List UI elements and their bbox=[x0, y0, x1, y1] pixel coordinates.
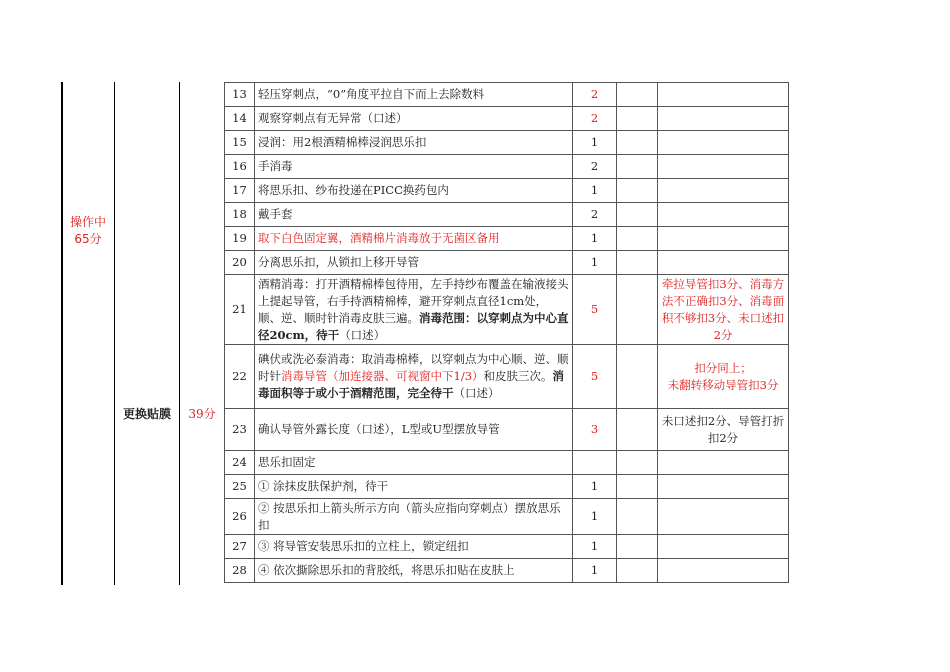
row-number: 18 bbox=[225, 203, 255, 227]
row-number: 23 bbox=[225, 409, 255, 451]
table-row bbox=[225, 409, 789, 451]
deduction-cell bbox=[617, 559, 658, 583]
step-score: 2 bbox=[573, 83, 617, 107]
deduction-cell bbox=[617, 451, 658, 475]
step-description: 观察穿刺点有无异常（口述） bbox=[255, 107, 573, 131]
step-description: ④ 依次撕除思乐扣的背胶纸，将思乐扣贴在皮肤上 bbox=[255, 559, 573, 583]
table-row bbox=[225, 535, 789, 559]
step-text-emphasis: 消毒面积等于或小于酒精范围，完全待干 bbox=[258, 369, 565, 400]
deduction-cell bbox=[617, 107, 658, 131]
step-text: （口述） bbox=[453, 386, 500, 400]
remarks-cell bbox=[658, 131, 789, 155]
step-score: 5 bbox=[573, 275, 617, 345]
row-number: 13 bbox=[225, 83, 255, 107]
step-description: ① 涂抹皮肤保护剂，待干 bbox=[255, 475, 573, 499]
stage-column-left-border bbox=[61, 82, 63, 585]
table-row bbox=[225, 275, 789, 345]
step-description: 戴手套 bbox=[255, 203, 573, 227]
row-number: 26 bbox=[225, 499, 255, 535]
table-row bbox=[225, 499, 789, 535]
step-text: 碘伏或洗必泰消毒：取消毒棉棒，以穿刺点为中心顺、逆、顺时针 bbox=[258, 352, 569, 383]
step-text-emphasis: 消毒范围：以穿刺点为中心直径20cm，待干 bbox=[258, 310, 569, 342]
remarks-cell bbox=[658, 499, 789, 535]
table-row bbox=[225, 451, 789, 475]
deduction-cell bbox=[617, 203, 658, 227]
step-text: （口述） bbox=[339, 327, 386, 342]
remarks-cell bbox=[658, 475, 789, 499]
row-number: 27 bbox=[225, 535, 255, 559]
remarks-cell bbox=[658, 155, 789, 179]
step-description bbox=[255, 275, 573, 345]
remarks-cell bbox=[658, 251, 789, 275]
step-description: 将思乐扣、纱布投递在PICC换药包内 bbox=[255, 179, 573, 203]
deduction-cell bbox=[617, 409, 658, 451]
table-row bbox=[225, 155, 789, 179]
remarks-cell: 未口述扣2分、导管打折扣2分 bbox=[658, 409, 789, 451]
step-description: 手消毒 bbox=[255, 155, 573, 179]
step-score: 1 bbox=[573, 227, 617, 251]
deduction-cell bbox=[617, 251, 658, 275]
step-text-highlight: 消毒导管（加连接器、可视窗中下1/3） bbox=[281, 369, 484, 383]
deduction-cell bbox=[617, 275, 658, 345]
table-row bbox=[225, 131, 789, 155]
stage-points: 65分 bbox=[74, 232, 102, 246]
step-description: 取下白色固定翼，酒精棉片消毒放于无菌区备用 bbox=[255, 227, 573, 251]
table-row bbox=[225, 227, 789, 251]
table-row bbox=[225, 179, 789, 203]
deduction-cell bbox=[617, 131, 658, 155]
step-score: 1 bbox=[573, 475, 617, 499]
remarks-cell bbox=[658, 83, 789, 107]
deduction-cell bbox=[617, 535, 658, 559]
step-score: 1 bbox=[573, 535, 617, 559]
item-points: 39分 bbox=[188, 407, 216, 421]
step-score: 2 bbox=[573, 203, 617, 227]
step-score: 2 bbox=[573, 107, 617, 131]
row-number: 17 bbox=[225, 179, 255, 203]
remarks-cell bbox=[658, 535, 789, 559]
step-score: 2 bbox=[573, 155, 617, 179]
stage-name: 操作中 bbox=[69, 215, 106, 229]
item-column-right-border bbox=[179, 82, 180, 585]
step-description: 思乐扣固定 bbox=[255, 451, 573, 475]
step-score bbox=[573, 451, 617, 475]
table-row bbox=[225, 83, 789, 107]
scoring-table bbox=[224, 82, 789, 583]
row-number: 21 bbox=[225, 275, 255, 345]
row-number: 28 bbox=[225, 559, 255, 583]
stage-label bbox=[62, 214, 114, 248]
remarks-cell bbox=[658, 179, 789, 203]
remarks-cell bbox=[658, 203, 789, 227]
step-text: 酒精消毒：打开酒精棉棒包待用，左手持纱布覆盖在输液接头上提起导管，右手持酒精棉棒，避开穿刺点直径1cm处，顺、逆、顺时针消毒皮肤三遍。 bbox=[258, 276, 569, 325]
table-row bbox=[225, 251, 789, 275]
step-text: 和皮肤三次。 bbox=[483, 369, 553, 383]
step-description: ③ 将导管安装思乐扣的立柱上，锁定纽扣 bbox=[255, 535, 573, 559]
row-number: 14 bbox=[225, 107, 255, 131]
row-number: 22 bbox=[225, 345, 255, 409]
remarks-cell bbox=[658, 227, 789, 251]
step-score: 1 bbox=[573, 499, 617, 535]
step-description bbox=[255, 345, 573, 409]
row-number: 16 bbox=[225, 155, 255, 179]
deduction-cell bbox=[617, 179, 658, 203]
remarks-line: 扣分同上； bbox=[694, 360, 752, 375]
step-score: 5 bbox=[573, 345, 617, 409]
table-row bbox=[225, 559, 789, 583]
step-score: 1 bbox=[573, 179, 617, 203]
row-number: 20 bbox=[225, 251, 255, 275]
deduction-cell bbox=[617, 475, 658, 499]
row-number: 24 bbox=[225, 451, 255, 475]
deduction-cell bbox=[617, 155, 658, 179]
table-row bbox=[225, 345, 789, 409]
deduction-cell bbox=[617, 227, 658, 251]
remarks-cell bbox=[658, 107, 789, 131]
step-description: 轻压穿刺点，“0”角度平拉自下而上去除数料 bbox=[255, 83, 573, 107]
remarks-cell bbox=[658, 451, 789, 475]
row-number: 15 bbox=[225, 131, 255, 155]
deduction-cell bbox=[617, 345, 658, 409]
remarks-line: 未翻转移动导管扣3分 bbox=[667, 377, 779, 392]
row-number: 25 bbox=[225, 475, 255, 499]
step-score: 1 bbox=[573, 131, 617, 155]
step-score: 1 bbox=[573, 559, 617, 583]
remarks-cell bbox=[658, 345, 789, 409]
step-description: 浸润：用2根酒精棉棒浸润思乐扣 bbox=[255, 131, 573, 155]
table-row bbox=[225, 203, 789, 227]
table-row bbox=[225, 475, 789, 499]
step-score: 1 bbox=[573, 251, 617, 275]
step-score: 3 bbox=[573, 409, 617, 451]
row-number: 19 bbox=[225, 227, 255, 251]
step-description: ② 按思乐扣上箭头所示方向（箭头应指向穿刺点）摆放思乐扣 bbox=[255, 499, 573, 535]
step-description: 分离思乐扣，从锁扣上移开导管 bbox=[255, 251, 573, 275]
remarks-cell bbox=[658, 559, 789, 583]
deduction-cell bbox=[617, 499, 658, 535]
stage-column-right-border bbox=[114, 82, 115, 585]
item-name: 更换贴膜 bbox=[122, 407, 171, 421]
remarks-cell: 牵拉导管扣3分、消毒方法不正确扣3分、消毒面积不够扣3分、未口述扣2分 bbox=[658, 275, 789, 345]
table-row bbox=[225, 107, 789, 131]
step-description: 确认导管外露长度（口述），L型或U型摆放导管 bbox=[255, 409, 573, 451]
deduction-cell bbox=[617, 83, 658, 107]
